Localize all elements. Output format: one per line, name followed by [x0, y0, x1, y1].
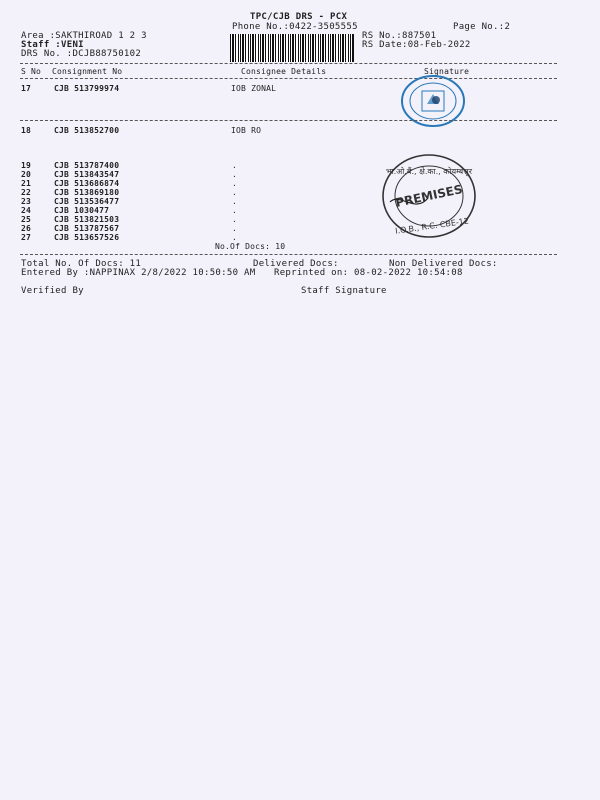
staff-signature: Staff Signature [301, 286, 387, 296]
page-number: Page No.:2 [453, 22, 511, 32]
row-consignee: IOB RO [231, 126, 262, 135]
barcode [230, 34, 354, 62]
rs-date: RS Date:08-Feb-2022 [362, 40, 471, 50]
col-consignment: Consignment No [52, 67, 123, 76]
row-consignment: CJB 513787400 [54, 161, 120, 170]
no-of-docs: No.Of Docs: 10 [215, 242, 286, 251]
row-consignee: IOB ZONAL [231, 84, 277, 93]
bank-seal-stamp [400, 74, 466, 132]
row-consignment: CJB 513686874 [54, 179, 120, 188]
divider [20, 63, 557, 64]
verified-by: Verified By [21, 286, 84, 296]
row-sno: 27 [21, 233, 32, 242]
divider [20, 78, 557, 79]
entered-by: Entered By :NAPPINAX 2/8/2022 10:50:50 AM [21, 268, 256, 278]
row-sno: 17 [21, 84, 32, 93]
total-docs: Total No. Of Docs: 11 [21, 259, 142, 269]
drs-number: DRS No. :DCJB88750102 [21, 49, 142, 59]
phone-number: Phone No.:0422-3505555 [232, 22, 358, 32]
area-label: Area :SAKTHIROAD 1 2 3 [21, 31, 147, 41]
stamp-bottom-text: I.O.B., R.C. CBE-12 [394, 216, 470, 236]
row-sno: 19 [21, 161, 32, 170]
row-consignee: . [232, 188, 237, 197]
delivered-docs: Delivered Docs: [253, 259, 339, 269]
row-consignment: CJB 513869180 [54, 188, 120, 197]
row-consignee: . [232, 215, 237, 224]
row-sno: 25 [21, 215, 32, 224]
row-consignment: CJB 513787567 [54, 224, 120, 233]
row-consignee: . [232, 179, 237, 188]
row-consignment: CJB 513852700 [54, 126, 120, 135]
stamp-top-text: भा.ओ.बैं., क्षे.का., कोयम्बत्तूर [385, 167, 473, 176]
col-consignee: Consignee Details [241, 67, 327, 76]
row-consignment: CJB 513536477 [54, 197, 120, 206]
col-sno: S No [21, 67, 42, 76]
row-sno: 26 [21, 224, 32, 233]
premises-seal-stamp [380, 152, 478, 244]
document-title: TPC/CJB DRS - PCX [250, 12, 348, 22]
stamp-center-text: PREMISES [394, 182, 464, 210]
row-consignment: CJB 513657526 [54, 233, 120, 242]
col-signature: Signature [424, 67, 470, 76]
row-consignment: CJB 1030477 [54, 206, 110, 215]
row-sno: 24 [21, 206, 32, 215]
row-consignee: . [232, 206, 237, 215]
row-consignee: . [232, 233, 237, 242]
row-consignment: CJB 513821503 [54, 215, 120, 224]
row-sno: 23 [21, 197, 32, 206]
row-consignee: . [232, 197, 237, 206]
row-sno: 22 [21, 188, 32, 197]
divider [20, 254, 557, 255]
row-sno: 18 [21, 126, 32, 135]
non-delivered-docs: Non Delivered Docs: [389, 259, 498, 269]
row-consignment: CJB 513799974 [54, 84, 120, 93]
divider [20, 120, 557, 121]
row-sno: 20 [21, 170, 32, 179]
row-consignee: . [232, 224, 237, 233]
staff-label: Staff :VENI [21, 40, 84, 50]
row-consignment: CJB 513843547 [54, 170, 120, 179]
row-sno: 21 [21, 179, 32, 188]
reprinted-on: Reprinted on: 08-02-2022 10:54:08 [274, 268, 463, 278]
rs-number: RS No.:887501 [362, 31, 437, 41]
row-consignee: . [232, 161, 237, 170]
row-consignee: . [232, 170, 237, 179]
